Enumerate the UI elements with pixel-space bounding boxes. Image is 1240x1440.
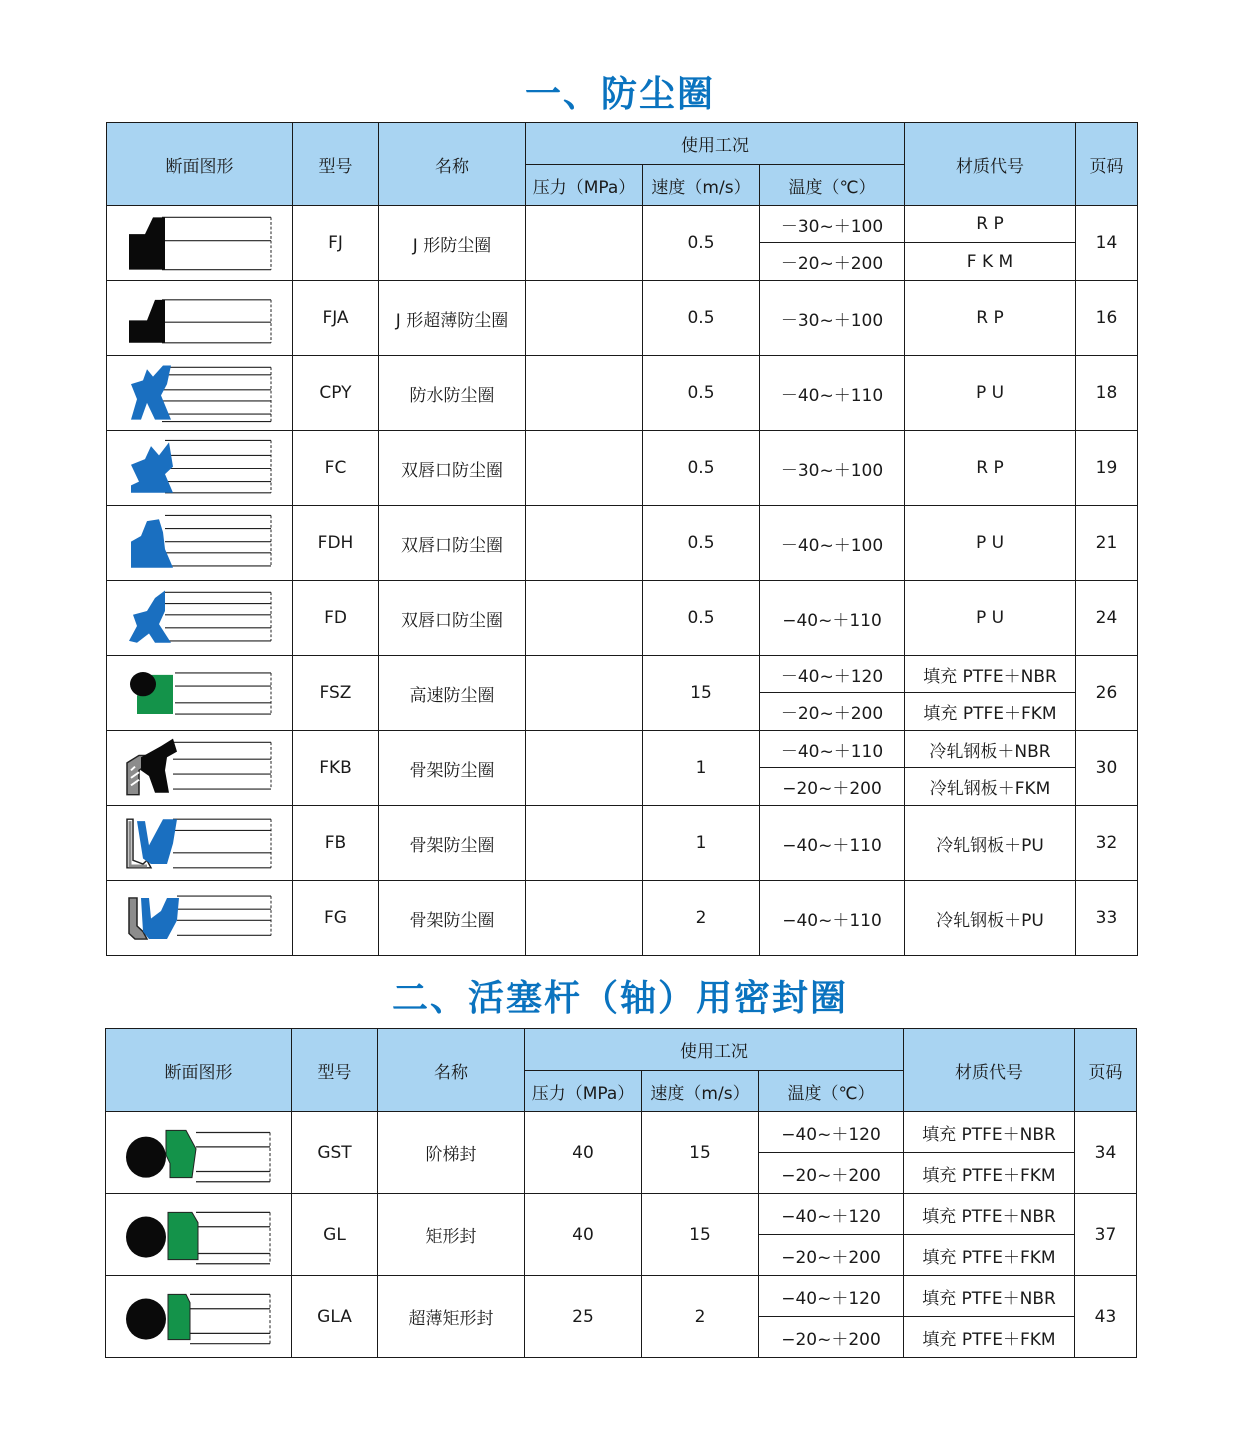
model-cell: GLA — [292, 1276, 378, 1358]
temperature-cell: －40~＋110 — [760, 731, 905, 768]
header-page: 页码 — [1075, 1029, 1137, 1112]
fj-profile-icon — [107, 208, 291, 279]
table-row — [106, 1112, 1137, 1153]
temperature-cell: −20~＋200 — [759, 1235, 904, 1276]
table-row — [107, 506, 1138, 581]
model-cell: FC — [293, 431, 379, 506]
name-cell: J 形超薄防尘圈 — [379, 281, 526, 356]
material-cell: 填充 PTFE＋NBR — [904, 1112, 1075, 1153]
header-figure: 断面图形 — [106, 1029, 292, 1112]
pressure-cell: 40 — [525, 1194, 642, 1276]
pressure-cell — [526, 281, 643, 356]
pressure-cell — [526, 356, 643, 431]
fc-profile-icon — [107, 433, 291, 504]
temperature-cell: －30~＋100 — [760, 431, 905, 506]
table-row — [107, 281, 1138, 356]
gl-profile-icon — [106, 1196, 290, 1274]
page-cell: 16 — [1076, 281, 1138, 356]
temperature-cell: −40~＋120 — [759, 1276, 904, 1317]
temperature-cell: −40~＋120 — [759, 1194, 904, 1235]
material-cell: 填充 PTFE＋FKM — [905, 693, 1076, 731]
temperature-cell: −40~＋110 — [760, 581, 905, 656]
temperature-cell: −20~＋200 — [760, 768, 905, 806]
header-conditions: 使用工况 — [525, 1029, 904, 1071]
header-name: 名称 — [378, 1029, 525, 1112]
gla-profile-icon — [106, 1278, 290, 1356]
pressure-cell: 40 — [525, 1112, 642, 1194]
speed-cell: 0.5 — [643, 431, 760, 506]
rod-seal-table — [105, 1028, 1137, 1358]
model-cell: FDH — [293, 506, 379, 581]
material-cell: 填充 PTFE＋NBR — [905, 656, 1076, 693]
pressure-cell — [526, 881, 643, 956]
cpy-profile-icon — [107, 358, 291, 429]
fja-profile-icon — [107, 283, 291, 354]
figure-cell — [107, 506, 293, 581]
table-row — [107, 656, 1138, 693]
header-material: 材质代号 — [904, 1029, 1075, 1112]
fd-profile-icon — [107, 583, 291, 654]
header-conditions: 使用工况 — [526, 123, 905, 165]
figure-cell — [107, 581, 293, 656]
pressure-cell: 25 — [525, 1276, 642, 1358]
figure-cell — [107, 656, 293, 731]
material-cell: P U — [905, 356, 1076, 431]
figure-cell — [107, 881, 293, 956]
name-cell: 防水防尘圈 — [379, 356, 526, 431]
material-cell: 填充 PTFE＋NBR — [904, 1194, 1075, 1235]
figure-cell — [107, 806, 293, 881]
page-cell: 43 — [1075, 1276, 1137, 1358]
page-cell: 19 — [1076, 431, 1138, 506]
material-cell: 冷轧钢板＋PU — [905, 881, 1076, 956]
fg-profile-icon — [107, 883, 291, 954]
table-row — [107, 806, 1138, 881]
pressure-cell — [526, 506, 643, 581]
header-temperature: 温度（℃） — [760, 165, 905, 206]
header-pressure: 压力（MPa） — [526, 165, 643, 206]
model-cell: FG — [293, 881, 379, 956]
page-cell: 33 — [1076, 881, 1138, 956]
figure-cell — [106, 1276, 292, 1358]
speed-cell: 0.5 — [643, 206, 760, 281]
page-cell: 30 — [1076, 731, 1138, 806]
temperature-cell: −20~＋200 — [759, 1153, 904, 1194]
name-cell: 超薄矩形封 — [378, 1276, 525, 1358]
figure-cell — [106, 1194, 292, 1276]
speed-cell: 0.5 — [643, 581, 760, 656]
speed-cell: 15 — [642, 1112, 759, 1194]
section-title-dust-seals: 一、防尘圈 — [524, 74, 715, 115]
temperature-cell: －40~＋100 — [760, 506, 905, 581]
material-cell: 填充 PTFE＋FKM — [904, 1317, 1075, 1358]
fdh-profile-icon — [107, 508, 291, 579]
pressure-cell — [526, 431, 643, 506]
speed-cell: 15 — [642, 1194, 759, 1276]
name-cell: 双唇口防尘圈 — [379, 506, 526, 581]
speed-cell: 0.5 — [643, 356, 760, 431]
speed-cell: 2 — [642, 1276, 759, 1358]
temperature-cell: −40~＋110 — [760, 881, 905, 956]
name-cell: 骨架防尘圈 — [379, 731, 526, 806]
table-row — [107, 356, 1138, 431]
temperature-cell: －30~＋100 — [760, 206, 905, 243]
figure-cell — [107, 731, 293, 806]
page-cell: 14 — [1076, 206, 1138, 281]
name-cell: 阶梯封 — [378, 1112, 525, 1194]
table-row — [107, 431, 1138, 506]
page-cell: 26 — [1076, 656, 1138, 731]
table-row — [106, 1276, 1137, 1317]
header-page: 页码 — [1076, 123, 1138, 206]
dust-seal-table — [106, 122, 1138, 956]
figure-cell — [107, 356, 293, 431]
model-cell: FB — [293, 806, 379, 881]
name-cell: 双唇口防尘圈 — [379, 581, 526, 656]
temperature-cell: −20~＋200 — [759, 1317, 904, 1358]
name-cell: 骨架防尘圈 — [379, 806, 526, 881]
fb-profile-icon — [107, 808, 291, 879]
pressure-cell — [526, 656, 643, 731]
table-row — [107, 206, 1138, 243]
model-cell: FJA — [293, 281, 379, 356]
gst-profile-icon — [106, 1114, 290, 1192]
temperature-cell: －20~＋200 — [760, 243, 905, 281]
material-cell: R P — [905, 281, 1076, 356]
speed-cell: 1 — [643, 731, 760, 806]
page-cell: 24 — [1076, 581, 1138, 656]
page-cell: 37 — [1075, 1194, 1137, 1276]
model-cell: FSZ — [293, 656, 379, 731]
material-cell: 填充 PTFE＋FKM — [904, 1153, 1075, 1194]
section-title-rod-seals: 二、活塞杆（轴）用密封圈 — [391, 978, 848, 1019]
page-cell: 34 — [1075, 1112, 1137, 1194]
page-cell: 32 — [1076, 806, 1138, 881]
temperature-cell: −40~＋120 — [759, 1112, 904, 1153]
page-cell: 21 — [1076, 506, 1138, 581]
material-cell: 冷轧钢板＋NBR — [905, 731, 1076, 768]
header-model: 型号 — [293, 123, 379, 206]
table-row — [107, 581, 1138, 656]
header-figure: 断面图形 — [107, 123, 293, 206]
name-cell: J 形防尘圈 — [379, 206, 526, 281]
material-cell: 冷轧钢板＋FKM — [905, 768, 1076, 806]
fkb-profile-icon — [107, 733, 291, 804]
page-cell: 18 — [1076, 356, 1138, 431]
figure-cell — [106, 1112, 292, 1194]
figure-cell — [107, 281, 293, 356]
speed-cell: 1 — [643, 806, 760, 881]
speed-cell: 15 — [643, 656, 760, 731]
table-row — [106, 1194, 1137, 1235]
temperature-cell: －40~＋120 — [760, 656, 905, 693]
material-cell: 冷轧钢板＋PU — [905, 806, 1076, 881]
material-cell: R P — [905, 431, 1076, 506]
speed-cell: 0.5 — [643, 506, 760, 581]
name-cell: 矩形封 — [378, 1194, 525, 1276]
temperature-cell: －30~＋100 — [760, 281, 905, 356]
pressure-cell — [526, 206, 643, 281]
pressure-cell — [526, 581, 643, 656]
temperature-cell: －40~＋110 — [760, 356, 905, 431]
material-cell: P U — [905, 581, 1076, 656]
speed-cell: 0.5 — [643, 281, 760, 356]
pressure-cell — [526, 806, 643, 881]
header-name: 名称 — [379, 123, 526, 206]
header-material: 材质代号 — [905, 123, 1076, 206]
name-cell: 骨架防尘圈 — [379, 881, 526, 956]
speed-cell: 2 — [643, 881, 760, 956]
model-cell: GST — [292, 1112, 378, 1194]
header-model: 型号 — [292, 1029, 378, 1112]
figure-cell — [107, 206, 293, 281]
model-cell: FD — [293, 581, 379, 656]
model-cell: GL — [292, 1194, 378, 1276]
model-cell: CPY — [293, 356, 379, 431]
model-cell: FKB — [293, 731, 379, 806]
header-speed: 速度（m/s） — [642, 1071, 759, 1112]
table-row — [107, 881, 1138, 956]
material-cell: F K M — [905, 243, 1076, 281]
material-cell: P U — [905, 506, 1076, 581]
material-cell: R P — [905, 206, 1076, 243]
temperature-cell: −40~＋110 — [760, 806, 905, 881]
figure-cell — [107, 431, 293, 506]
table-row — [107, 731, 1138, 768]
header-pressure: 压力（MPa） — [525, 1071, 642, 1112]
model-cell: FJ — [293, 206, 379, 281]
name-cell: 高速防尘圈 — [379, 656, 526, 731]
fsz-profile-icon — [107, 658, 291, 729]
header-speed: 速度（m/s） — [643, 165, 760, 206]
material-cell: 填充 PTFE＋NBR — [904, 1276, 1075, 1317]
material-cell: 填充 PTFE＋FKM — [904, 1235, 1075, 1276]
header-temperature: 温度（℃） — [759, 1071, 904, 1112]
pressure-cell — [526, 731, 643, 806]
temperature-cell: －20~＋200 — [760, 693, 905, 731]
name-cell: 双唇口防尘圈 — [379, 431, 526, 506]
